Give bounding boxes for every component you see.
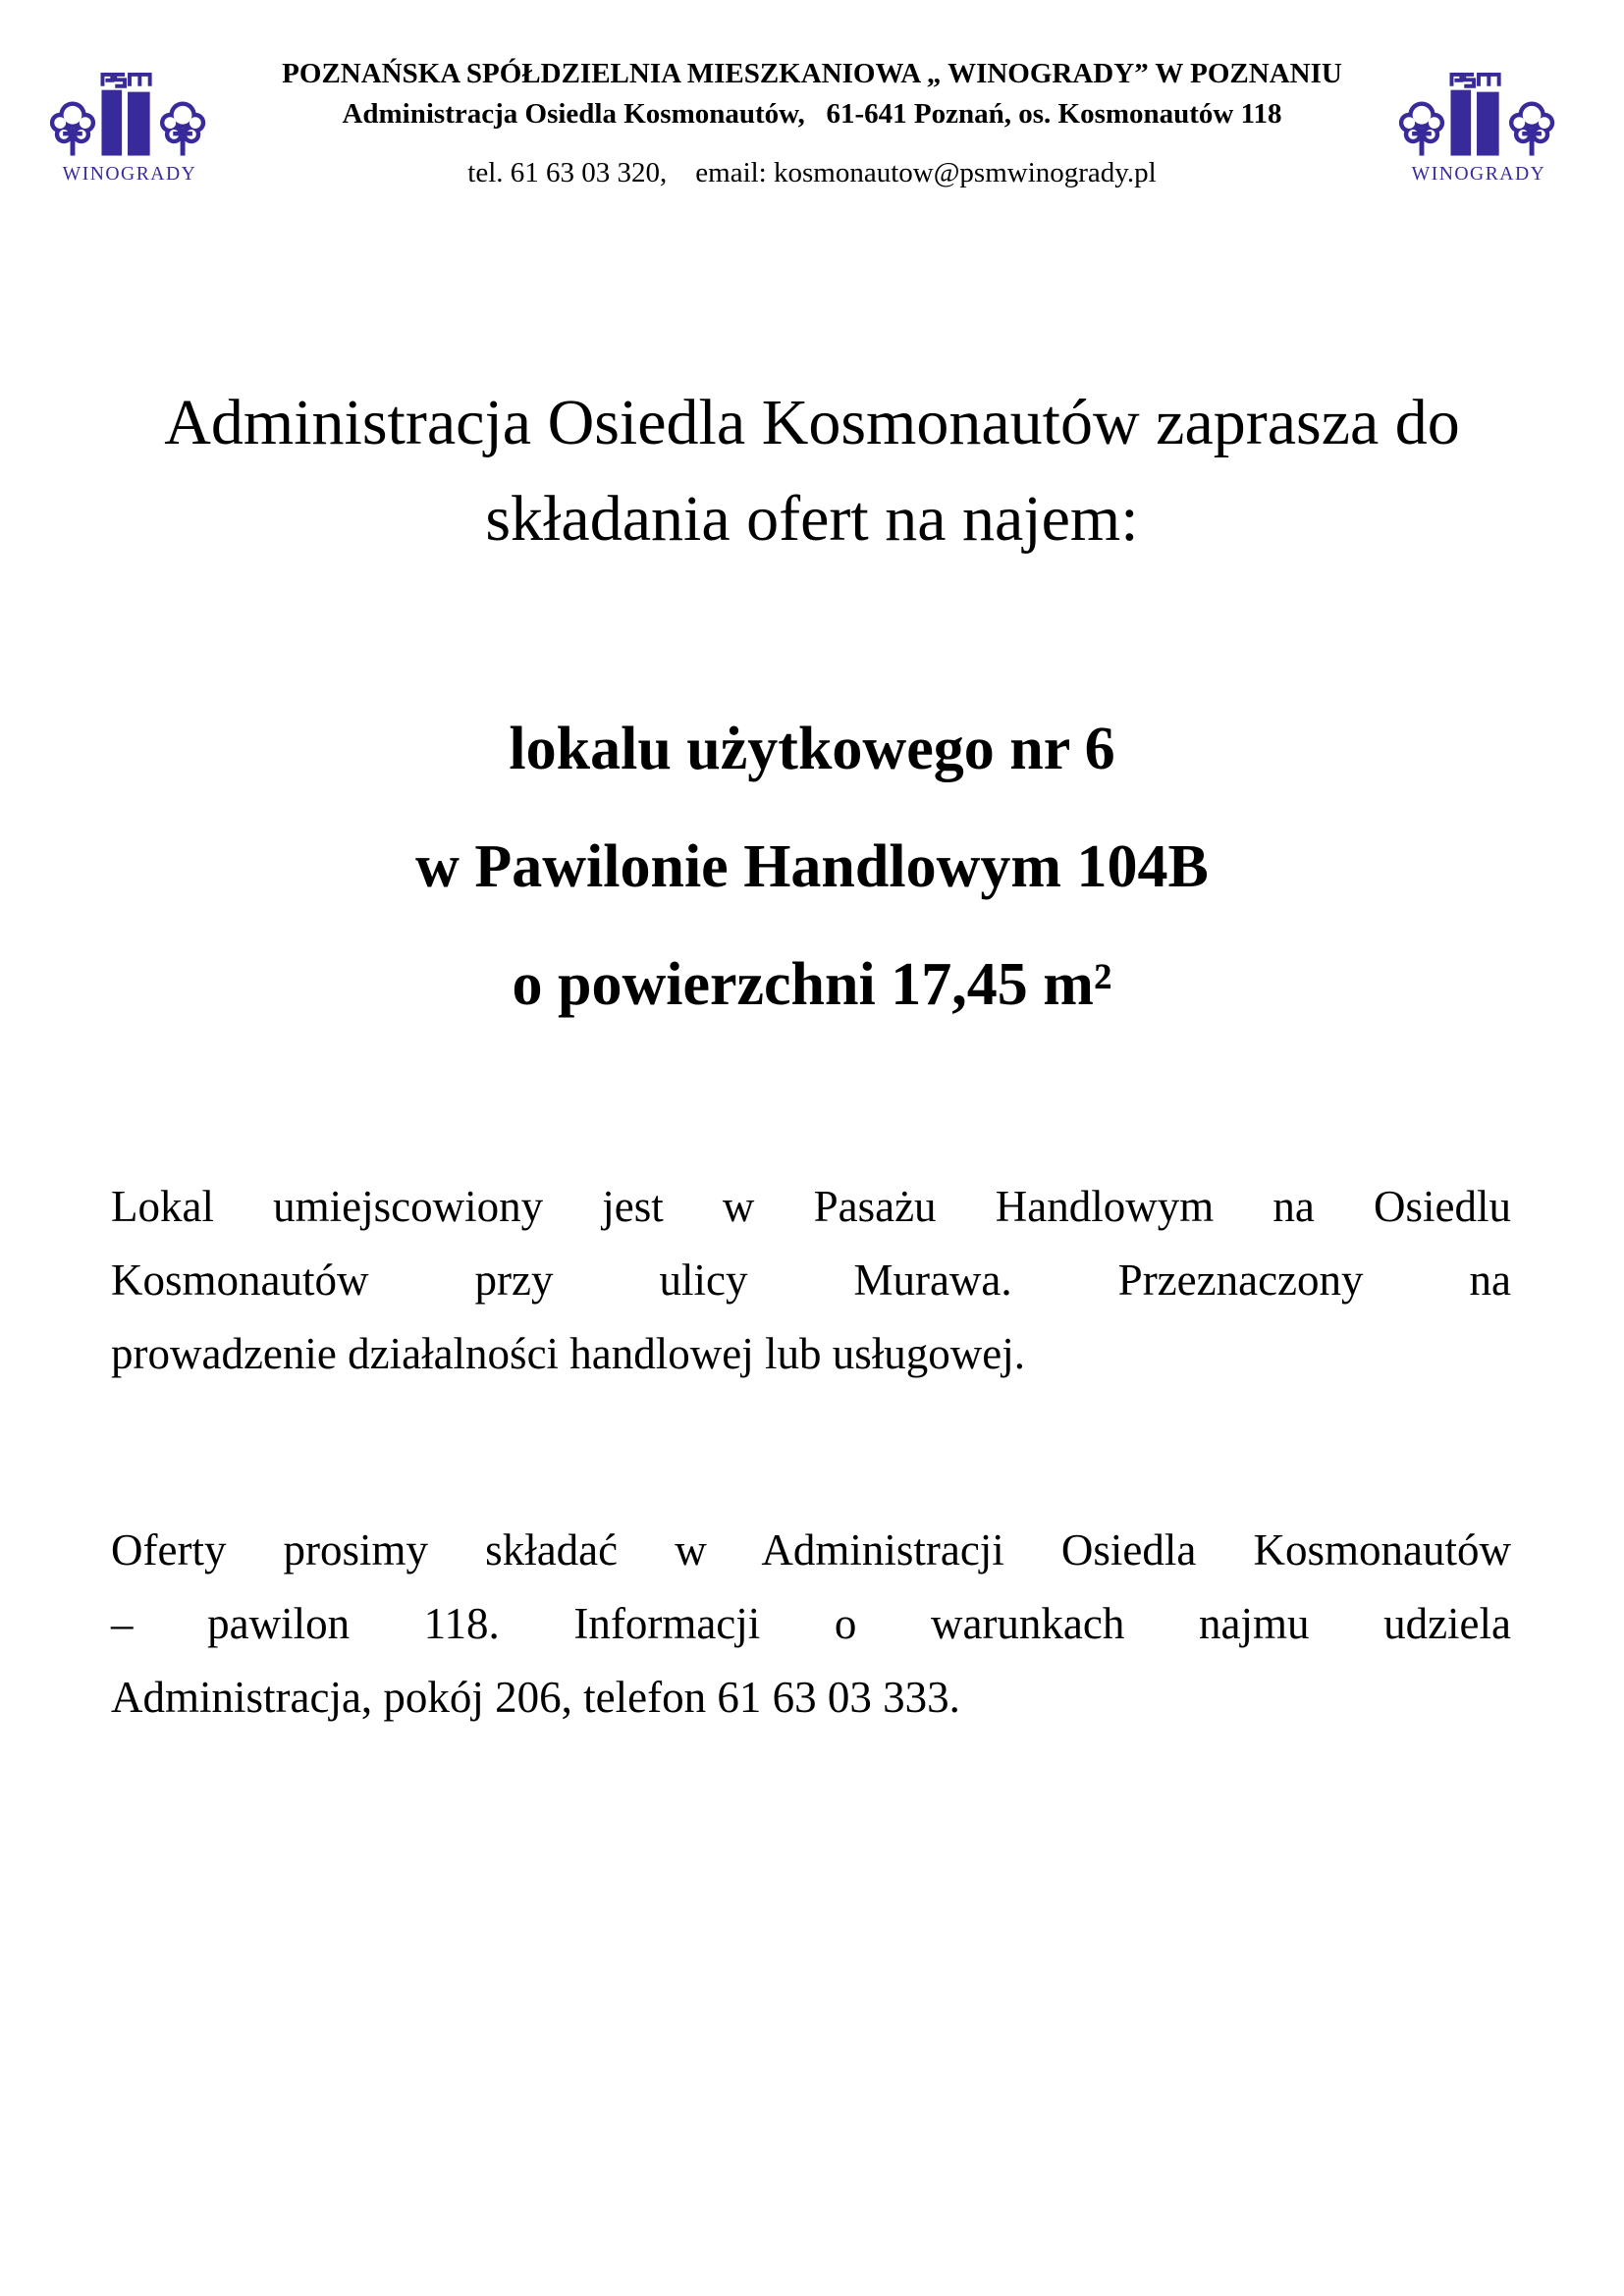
page-title	[0, 375, 1624, 567]
org-name: POZNAŃSKA SPÓŁDZIELNIA MIESZKANIOWA „ WINOGRADY” W POZNANIU	[282, 58, 1342, 89]
paragraph-line: Administracja, pokój 206, telefon 61 63 03 333.	[111, 1673, 960, 1722]
paragraph-line: – pawilon 118. Informacji o warunkach najmu udziela	[111, 1599, 1511, 1648]
paragraph-line: Oferty prosimy składać w Administracji Osiedla Kosmonautów	[111, 1525, 1511, 1575]
location-paragraph	[111, 1170, 1511, 1391]
logo-wordmark: WINOGRADY	[1411, 163, 1546, 186]
org-contact: tel. 61 63 03 320, email: kosmonautow@psmwinogrady.pl	[467, 157, 1157, 188]
offer-details	[0, 690, 1624, 1043]
logo-wordmark: WINOGRADY	[62, 163, 197, 186]
org-address: Administracja Osiedla Kosmonautów, 61-641 Poznań, os. Kosmonautów 118	[342, 98, 1282, 130]
offer-line-3: o powierzchni 17,45 m²	[512, 951, 1112, 1018]
offer-line-1: lokalu użytkowego nr 6	[509, 716, 1115, 782]
title-line-2: składania ofert na najem:	[485, 483, 1139, 555]
offer-line-2: w Pawilonie Handlowym 104B	[415, 833, 1209, 900]
submission-paragraph	[111, 1514, 1511, 1735]
paragraph-line: Lokal umiejscowiony jest w Pasażu Handlowym na Osiedlu	[111, 1182, 1511, 1231]
paragraph-line: prowadzenie działalności handlowej lub usługowej.	[111, 1329, 1025, 1378]
paragraph-line: Kosmonautów przy ulicy Murawa. Przeznaczony na	[111, 1255, 1511, 1305]
title-line-1: Administracja Osiedla Kosmonautów zaprasza do	[164, 387, 1460, 458]
